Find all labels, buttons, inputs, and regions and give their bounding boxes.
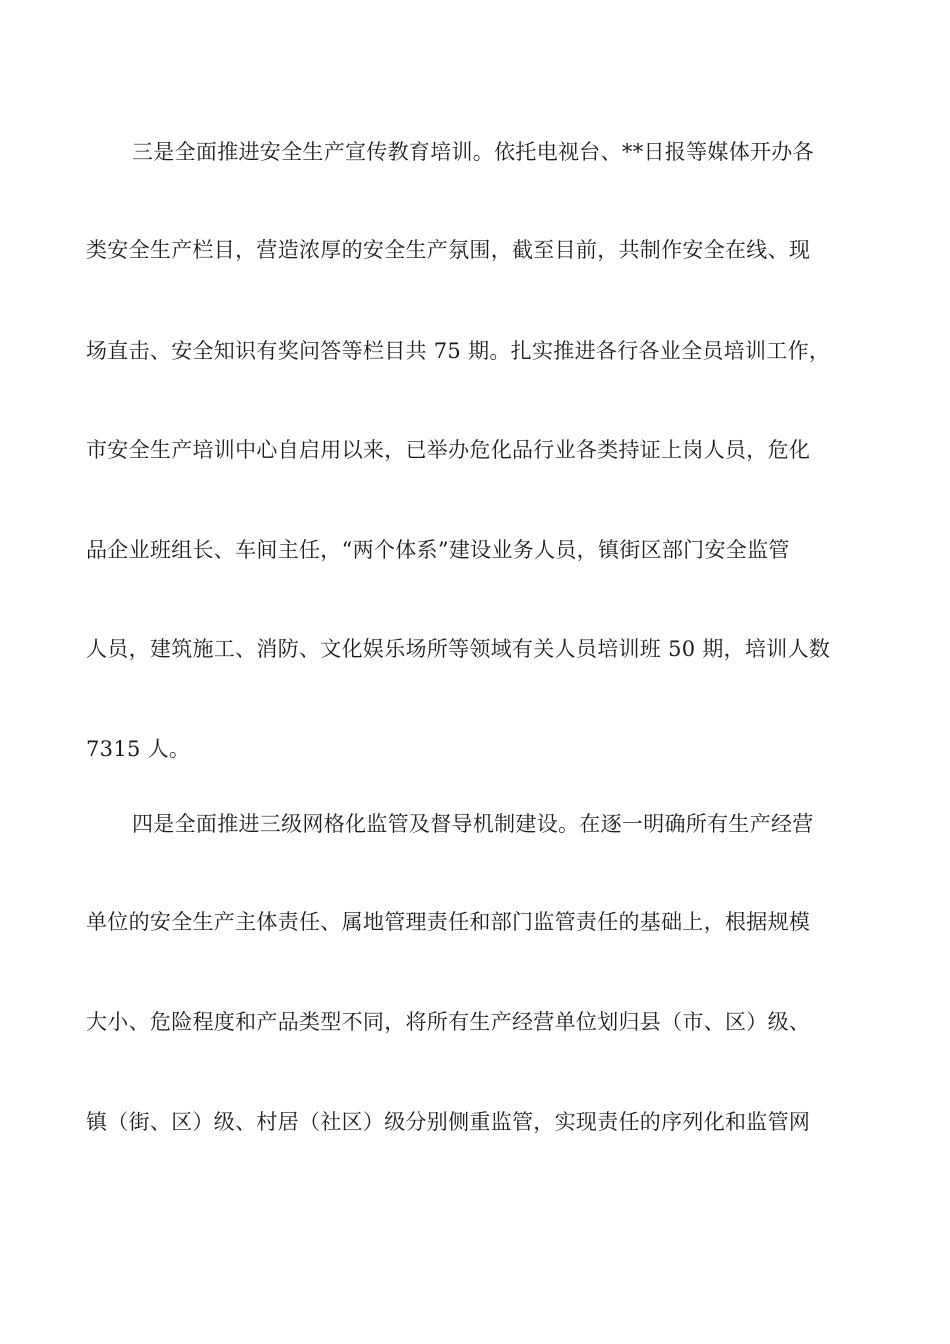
text-line: 单位的安全生产主体责任、属地管理责任和部门监管责任的基础上，根据规模 (86, 910, 811, 934)
text-line: 市安全生产培训中心自启用以来，已举办危化品行业各类持证上岗人员，危化 (86, 438, 811, 462)
text-line: 大小、危险程度和产品类型不同，将所有生产经营单位划归县（市、区）级、 (86, 1010, 811, 1034)
text-line: 场直击、安全知识有奖问答等栏目共 75 期。扎实推进各行各业全员培训工作， (86, 339, 831, 363)
text-line: 三是全面推进安全生产宣传教育培训。依托电视台、**日报等媒体开办各 (132, 140, 814, 164)
text-line: 人员，建筑施工、消防、文化娱乐场所等领域有关人员培训班 50 期，培训人数 (86, 637, 831, 661)
text-line: 品企业班组长、车间主任，“两个体系”建设业务人员，镇街区部门安全监管 (86, 538, 790, 562)
text-line: 镇（街、区）级、村居（社区）级分别侧重监管，实现责任的序列化和监管网 (86, 1110, 811, 1134)
text-line: 类安全生产栏目，营造浓厚的安全生产氛围，截至目前，共制作安全在线、现 (86, 238, 811, 262)
text-line: 7315 人。 (86, 737, 191, 761)
text-line: 四是全面推进三级网格化监管及督导机制建设。在逐一明确所有生产经营 (132, 812, 814, 836)
